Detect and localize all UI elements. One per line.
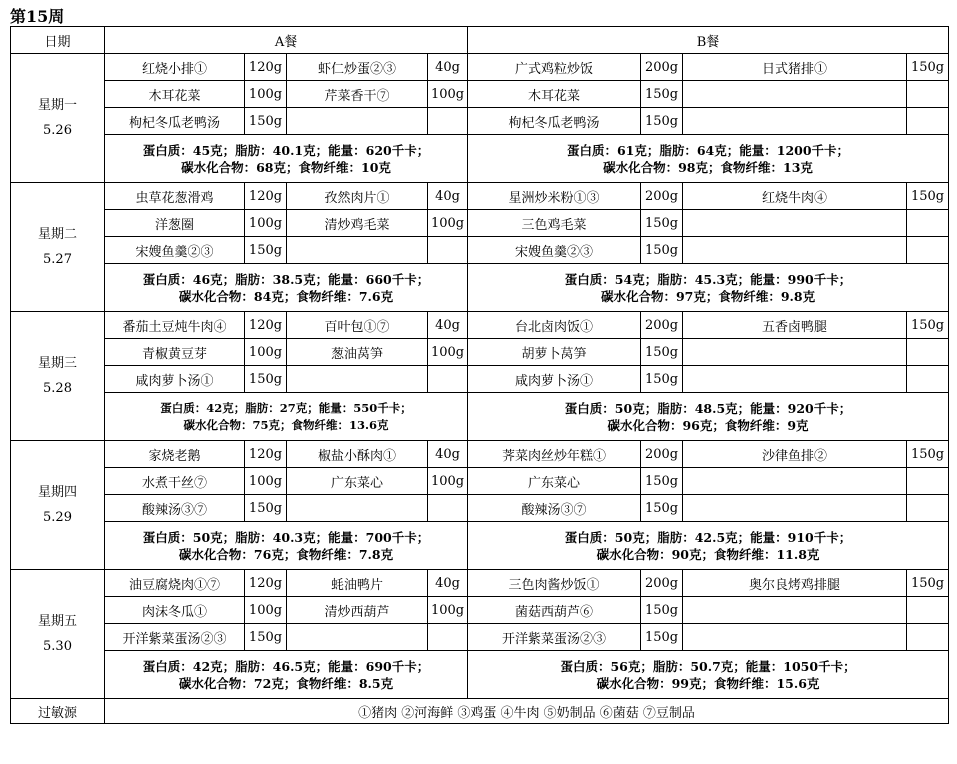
meal-b-side-dish: 日式猪排①: [683, 54, 907, 81]
day-cell: [11, 183, 105, 312]
nutrition-row: [11, 135, 949, 183]
day-cell: [11, 54, 105, 183]
menu-item-row: [11, 441, 949, 468]
meal-a-side-dish: [287, 108, 428, 135]
meal-b-main-qty: 150g: [641, 495, 683, 522]
meal-a-main-qty: 150g: [245, 624, 287, 651]
meal-b-side-dish: [683, 81, 907, 108]
meal-a-main-qty: 120g: [245, 183, 287, 210]
meal-b-main-qty: 150g: [641, 339, 683, 366]
meal-a-main-dish: 油豆腐烧肉①⑦: [105, 570, 245, 597]
meal-b-side-qty: [907, 210, 949, 237]
date-label: 5.30: [43, 639, 72, 654]
meal-a-header: A餐: [105, 27, 468, 54]
day-cell: [11, 570, 105, 699]
meal-b-main-dish: 广东菜心: [468, 468, 641, 495]
weekday-label: 星期一: [37, 98, 77, 113]
meal-b-header: B餐: [468, 27, 949, 54]
nutrition-line: 蛋白质：56克；脂肪：50.7克；能量：1050千卡；: [560, 658, 856, 674]
meal-b-main-dish: 广式鸡粒炒饭: [468, 54, 641, 81]
meal-a-side-dish: 虾仁炒蛋②③: [287, 54, 428, 81]
meal-b-main-qty: 150g: [641, 366, 683, 393]
meal-a-side-qty: 100g: [428, 468, 468, 495]
nutrition-line: 蛋白质：42克；脂肪：27克；能量：550千卡；: [160, 400, 412, 415]
meal-a-nutrition: [105, 264, 468, 312]
menu-item-row: [11, 312, 949, 339]
allergen-label: 过敏源: [11, 699, 105, 724]
date-header: 日期: [11, 27, 105, 54]
menu-item-row: [11, 624, 949, 651]
meal-a-side-qty: [428, 624, 468, 651]
meal-b-main-dish: 酸辣汤③⑦: [468, 495, 641, 522]
meal-b-main-qty: 200g: [641, 441, 683, 468]
meal-b-side-qty: [907, 108, 949, 135]
meal-b-main-qty: 200g: [641, 570, 683, 597]
meal-b-nutrition: [468, 264, 949, 312]
meal-b-side-dish: 奥尔良烤鸡排腿: [683, 570, 907, 597]
meal-b-main-qty: 150g: [641, 624, 683, 651]
meal-a-main-qty: 120g: [245, 570, 287, 597]
nutrition-line: 碳水化合物：84克；食物纤维：7.6克: [178, 288, 394, 304]
meal-a-side-qty: 40g: [428, 54, 468, 81]
date-label: 5.27: [43, 252, 72, 267]
meal-b-main-dish: 枸杞冬瓜老鸭汤: [468, 108, 641, 135]
weekly-menu-table: [10, 26, 949, 724]
meal-b-side-qty: [907, 468, 949, 495]
nutrition-line: 蛋白质：45克；脂肪：40.1克；能量：620千卡；: [142, 142, 430, 158]
meal-a-main-qty: 150g: [245, 495, 287, 522]
meal-b-side-qty: 150g: [907, 570, 949, 597]
nutrition-line: 碳水化合物：76克；食物纤维：7.8克: [178, 546, 394, 562]
meal-b-main-dish: 荠菜肉丝炒年糕①: [468, 441, 641, 468]
meal-b-main-qty: 200g: [641, 54, 683, 81]
meal-b-side-qty: [907, 597, 949, 624]
meal-b-nutrition: [468, 651, 949, 699]
meal-a-side-qty: 40g: [428, 312, 468, 339]
meal-a-main-dish: 家烧老鹅: [105, 441, 245, 468]
meal-b-main-dish: 宋嫂鱼羹②③: [468, 237, 641, 264]
nutrition-line: 蛋白质：50克；脂肪：42.5克；能量：910千卡；: [564, 529, 852, 545]
nutrition-line: 碳水化合物：75克；食物纤维：13.6克: [183, 417, 389, 432]
meal-a-side-dish: 蚝油鸭片: [287, 570, 428, 597]
menu-item-row: [11, 366, 949, 393]
meal-b-main-dish: 开洋紫菜蛋汤②③: [468, 624, 641, 651]
meal-b-main-qty: 150g: [641, 468, 683, 495]
meal-a-main-dish: 青椒黄豆芽: [105, 339, 245, 366]
meal-b-side-qty: 150g: [907, 312, 949, 339]
weekday-label: 星期四: [37, 485, 77, 500]
meal-b-side-qty: 150g: [907, 441, 949, 468]
meal-b-main-qty: 150g: [641, 108, 683, 135]
meal-b-side-qty: [907, 81, 949, 108]
nutrition-line: 碳水化合物：90克；食物纤维：11.8克: [596, 546, 820, 562]
nutrition-line: 蛋白质：61克；脂肪：64克；能量：1200千卡；: [566, 142, 850, 158]
meal-a-side-qty: [428, 495, 468, 522]
meal-a-side-dish: 百叶包①⑦: [287, 312, 428, 339]
meal-a-side-dish: 芹菜香干⑦: [287, 81, 428, 108]
meal-a-side-qty: 100g: [428, 210, 468, 237]
meal-b-side-dish: 红烧牛肉④: [683, 183, 907, 210]
meal-b-side-qty: [907, 495, 949, 522]
meal-a-side-dish: 孜然肉片①: [287, 183, 428, 210]
meal-b-main-qty: 150g: [641, 597, 683, 624]
meal-a-nutrition: [105, 651, 468, 699]
menu-item-row: [11, 237, 949, 264]
header-row: [11, 27, 949, 54]
meal-a-side-qty: 100g: [428, 339, 468, 366]
meal-a-main-dish: 酸辣汤③⑦: [105, 495, 245, 522]
meal-b-side-dish: [683, 108, 907, 135]
nutrition-line: 碳水化合物：96克；食物纤维：9克: [607, 417, 809, 433]
meal-a-main-qty: 150g: [245, 108, 287, 135]
day-cell: [11, 312, 105, 441]
menu-item-row: [11, 468, 949, 495]
meal-a-main-qty: 100g: [245, 468, 287, 495]
menu-item-row: [11, 183, 949, 210]
meal-a-nutrition: [105, 522, 468, 570]
meal-b-side-dish: [683, 468, 907, 495]
meal-a-main-qty: 100g: [245, 597, 287, 624]
meal-a-side-dish: [287, 366, 428, 393]
meal-a-side-qty: 40g: [428, 570, 468, 597]
meal-a-side-qty: 40g: [428, 183, 468, 210]
nutrition-line: 蛋白质：42克；脂肪：46.5克；能量：690千卡；: [142, 658, 430, 674]
meal-a-main-qty: 120g: [245, 54, 287, 81]
nutrition-row: [11, 393, 949, 441]
menu-item-row: [11, 570, 949, 597]
meal-a-side-qty: 40g: [428, 441, 468, 468]
meal-b-side-dish: [683, 597, 907, 624]
menu-item-row: [11, 54, 949, 81]
allergen-legend: ①猪肉 ②河海鲜 ③鸡蛋 ④牛肉 ⑤奶制品 ⑥菌菇 ⑦豆制品: [105, 699, 949, 724]
nutrition-line: 碳水化合物：68克；食物纤维：10克: [181, 159, 391, 175]
menu-item-row: [11, 210, 949, 237]
meal-a-side-qty: 100g: [428, 597, 468, 624]
meal-b-side-qty: 150g: [907, 54, 949, 81]
meal-b-main-qty: 150g: [641, 81, 683, 108]
meal-b-main-dish: 台北卤肉饭①: [468, 312, 641, 339]
meal-b-main-qty: 150g: [641, 237, 683, 264]
meal-b-main-dish: 咸肉萝卜汤①: [468, 366, 641, 393]
nutrition-row: [11, 651, 949, 699]
meal-b-nutrition: [468, 393, 949, 441]
meal-a-main-qty: 100g: [245, 81, 287, 108]
nutrition-line: 碳水化合物：97克；食物纤维：9.8克: [600, 288, 816, 304]
meal-b-main-dish: 三色鸡毛菜: [468, 210, 641, 237]
meal-b-side-dish: [683, 210, 907, 237]
week-title: 第15周: [10, 7, 65, 26]
nutrition-line: 碳水化合物：98克；食物纤维：13克: [603, 159, 813, 175]
meal-b-main-qty: 200g: [641, 183, 683, 210]
meal-a-main-dish: 红烧小排①: [105, 54, 245, 81]
meal-a-nutrition: [105, 135, 468, 183]
weekday-label: 星期二: [37, 227, 77, 242]
nutrition-line: 碳水化合物：72克；食物纤维：8.5克: [178, 675, 394, 691]
nutrition-row: [11, 264, 949, 312]
meal-a-main-qty: 100g: [245, 339, 287, 366]
meal-b-side-dish: [683, 495, 907, 522]
meal-a-main-dish: 水煮干丝⑦: [105, 468, 245, 495]
meal-a-main-dish: 肉沫冬瓜①: [105, 597, 245, 624]
meal-b-side-dish: 沙律鱼排②: [683, 441, 907, 468]
meal-a-side-dish: [287, 495, 428, 522]
meal-b-main-qty: 150g: [641, 210, 683, 237]
meal-a-main-qty: 120g: [245, 312, 287, 339]
meal-b-side-qty: [907, 624, 949, 651]
weekday-label: 星期五: [37, 614, 77, 629]
meal-a-main-qty: 150g: [245, 237, 287, 264]
meal-b-side-dish: [683, 366, 907, 393]
meal-b-main-dish: 木耳花菜: [468, 81, 641, 108]
meal-a-main-dish: 宋嫂鱼羹②③: [105, 237, 245, 264]
meal-b-side-dish: [683, 237, 907, 264]
nutrition-line: 碳水化合物：99克；食物纤维：15.6克: [596, 675, 820, 691]
menu-item-row: [11, 495, 949, 522]
meal-a-nutrition: [105, 393, 468, 441]
meal-a-side-qty: [428, 366, 468, 393]
meal-a-main-qty: 100g: [245, 210, 287, 237]
meal-b-nutrition: [468, 135, 949, 183]
nutrition-line: 蛋白质：54克；脂肪：45.3克；能量：990千卡；: [564, 271, 852, 287]
meal-b-side-dish: [683, 624, 907, 651]
nutrition-line: 蛋白质：50克；脂肪：40.3克；能量：700千卡；: [142, 529, 430, 545]
allergen-row: [11, 699, 949, 724]
meal-b-side-qty: [907, 237, 949, 264]
meal-a-main-dish: 洋葱圈: [105, 210, 245, 237]
meal-b-side-qty: [907, 339, 949, 366]
meal-a-side-dish: 清炒鸡毛菜: [287, 210, 428, 237]
date-label: 5.26: [43, 123, 72, 138]
meal-a-side-dish: [287, 624, 428, 651]
meal-b-main-dish: 星洲炒米粉①③: [468, 183, 641, 210]
meal-b-main-qty: 200g: [641, 312, 683, 339]
nutrition-line: 蛋白质：46克；脂肪：38.5克；能量：660千卡；: [142, 271, 430, 287]
meal-b-side-qty: 150g: [907, 183, 949, 210]
meal-b-nutrition: [468, 522, 949, 570]
meal-a-main-dish: 枸杞冬瓜老鸭汤: [105, 108, 245, 135]
meal-b-main-dish: 胡萝卜莴笋: [468, 339, 641, 366]
meal-a-main-qty: 120g: [245, 441, 287, 468]
meal-a-side-dish: 葱油莴笋: [287, 339, 428, 366]
meal-a-main-qty: 150g: [245, 366, 287, 393]
meal-b-main-dish: 菌菇西葫芦⑥: [468, 597, 641, 624]
meal-a-main-dish: 番茄土豆炖牛肉④: [105, 312, 245, 339]
day-cell: [11, 441, 105, 570]
meal-a-main-dish: 虫草花葱滑鸡: [105, 183, 245, 210]
meal-b-side-dish: [683, 339, 907, 366]
nutrition-line: 蛋白质：50克；脂肪：48.5克；能量：920千卡；: [564, 400, 852, 416]
meal-a-main-dish: 开洋紫菜蛋汤②③: [105, 624, 245, 651]
meal-b-side-dish: 五香卤鸭腿: [683, 312, 907, 339]
date-label: 5.29: [43, 510, 72, 525]
meal-a-side-qty: [428, 237, 468, 264]
meal-a-side-dish: 清炒西葫芦: [287, 597, 428, 624]
meal-a-main-dish: 咸肉萝卜汤①: [105, 366, 245, 393]
menu-item-row: [11, 339, 949, 366]
menu-item-row: [11, 81, 949, 108]
meal-a-side-qty: [428, 108, 468, 135]
meal-a-side-dish: [287, 237, 428, 264]
meal-a-side-dish: 椒盐小酥肉①: [287, 441, 428, 468]
meal-a-side-qty: 100g: [428, 81, 468, 108]
date-label: 5.28: [43, 381, 72, 396]
nutrition-row: [11, 522, 949, 570]
menu-item-row: [11, 597, 949, 624]
menu-item-row: [11, 108, 949, 135]
meal-a-side-dish: 广东菜心: [287, 468, 428, 495]
meal-b-main-dish: 三色肉酱炒饭①: [468, 570, 641, 597]
weekday-label: 星期三: [37, 356, 77, 371]
meal-b-side-qty: [907, 366, 949, 393]
meal-a-main-dish: 木耳花菜: [105, 81, 245, 108]
